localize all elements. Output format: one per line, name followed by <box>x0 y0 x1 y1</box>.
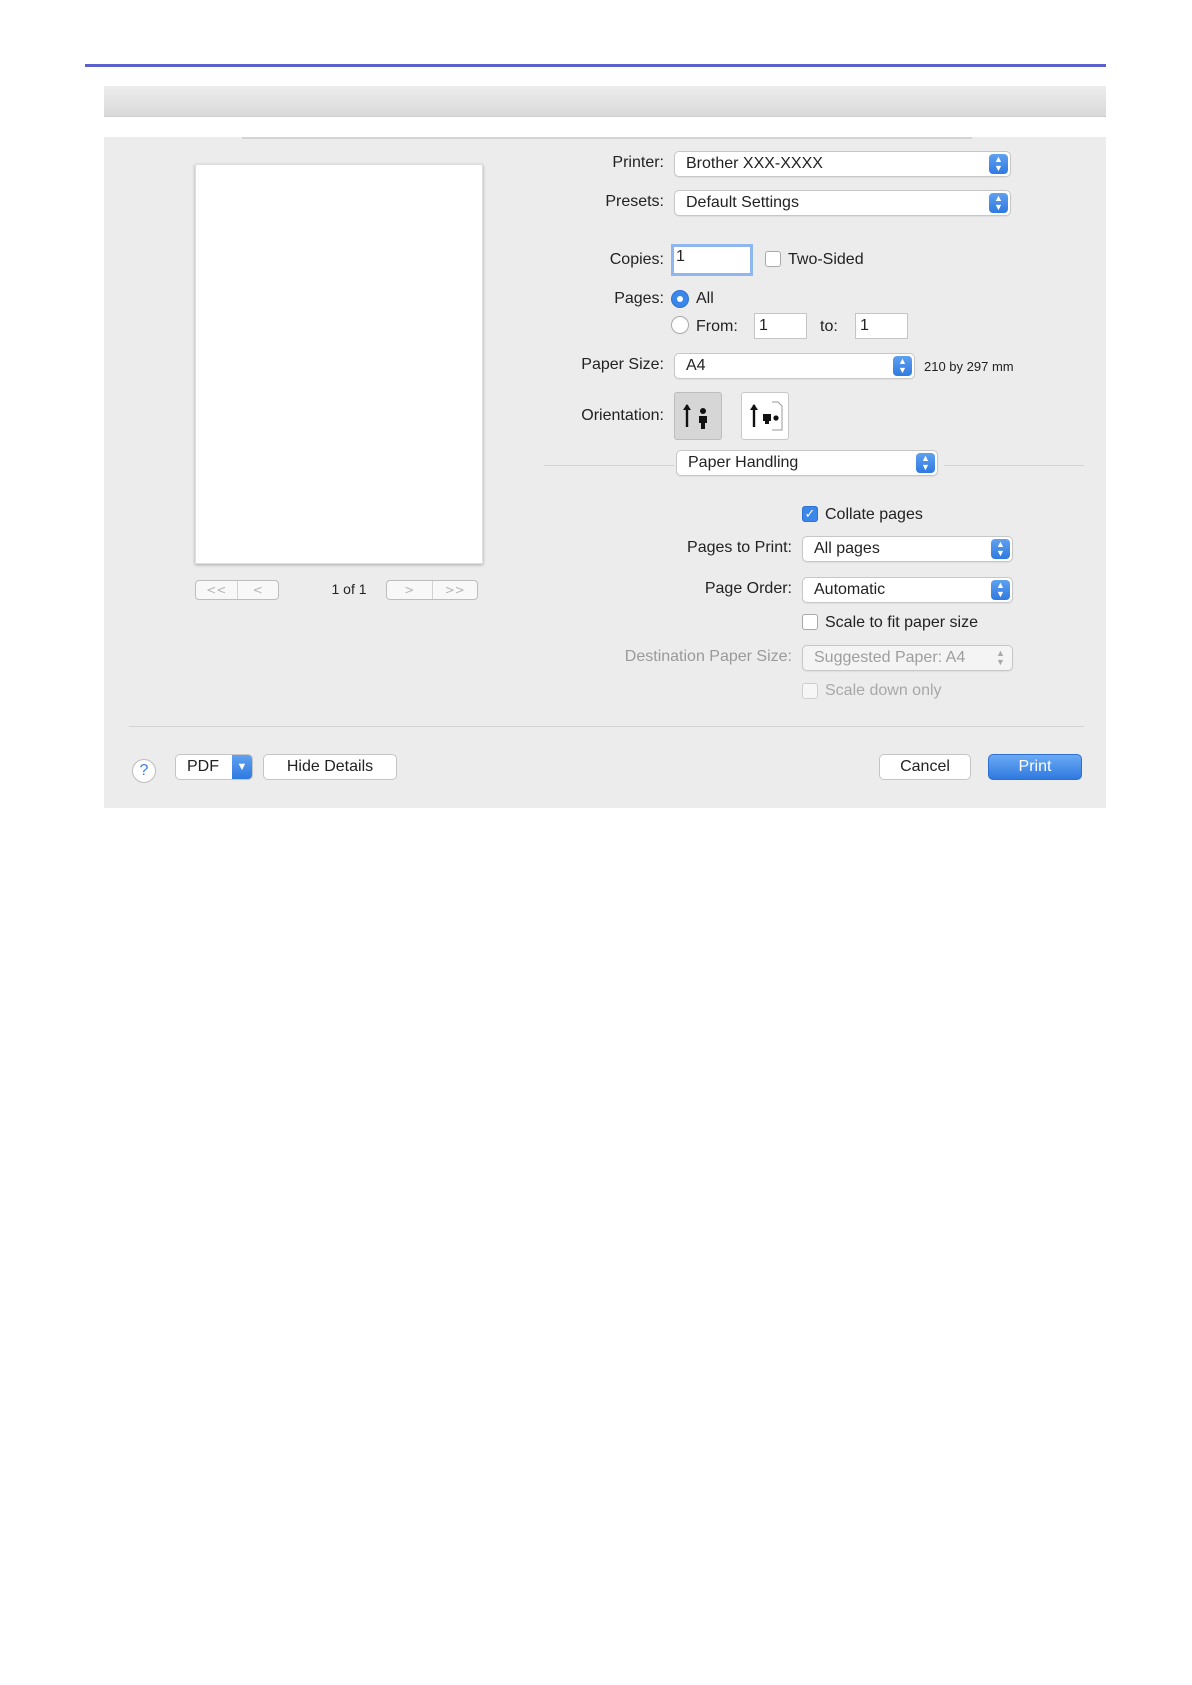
printer-popup[interactable] <box>674 151 1011 177</box>
section-popup[interactable] <box>676 450 938 476</box>
print-dialog <box>104 137 1106 808</box>
paper-size-dimensions: 210 by 297 mm <box>924 359 1014 374</box>
copies-field[interactable]: 1 <box>671 244 753 276</box>
popup-arrows-icon: ▲ ▼ <box>893 356 912 376</box>
window-titlebar <box>104 86 1106 117</box>
sheet-edge <box>242 137 972 139</box>
last-page-button[interactable]: >> <box>432 581 478 599</box>
page-order-value: Automatic <box>814 581 886 598</box>
popup-arrows-icon: ▲ ▼ <box>996 648 1005 667</box>
section-divider-left <box>544 465 674 466</box>
footer-divider <box>129 726 1084 727</box>
landscape-orientation-icon <box>742 393 788 439</box>
orientation-portrait-button[interactable] <box>674 392 722 440</box>
top-rule <box>85 64 1106 67</box>
pages-from-label: From: <box>696 318 738 335</box>
printer-value: Brother XXX-XXXX <box>686 155 823 172</box>
collate-pages-label: Collate pages <box>825 506 923 523</box>
hide-details-button[interactable]: Hide Details <box>263 754 397 780</box>
paper-size-label: Paper Size: <box>581 356 664 373</box>
pages-to-print-popup[interactable] <box>802 536 1013 562</box>
presets-value: Default Settings <box>686 194 799 211</box>
destination-paper-size-value: Suggested Paper: A4 <box>814 649 966 666</box>
previous-page-button[interactable]: < <box>237 581 279 599</box>
pages-from-field[interactable]: 1 <box>754 313 807 339</box>
copies-label: Copies: <box>609 251 664 268</box>
pages-all-radio[interactable] <box>671 290 689 308</box>
scale-to-fit-checkbox[interactable] <box>802 614 818 630</box>
pdf-menu-button[interactable] <box>175 754 253 780</box>
preview-forward-nav <box>386 580 478 600</box>
destination-paper-size-label: Destination Paper Size: <box>624 648 792 665</box>
presets-label: Presets: <box>605 193 664 210</box>
pages-label: Pages: <box>614 290 664 307</box>
portrait-orientation-icon <box>675 393 721 439</box>
scale-to-fit-label: Scale to fit paper size <box>825 614 978 631</box>
pages-to-field[interactable]: 1 <box>855 313 908 339</box>
pages-from-radio[interactable] <box>671 316 689 334</box>
pdf-label: PDF <box>187 758 219 775</box>
print-button[interactable]: Print <box>988 754 1082 780</box>
section-value: Paper Handling <box>688 454 799 471</box>
cancel-button[interactable]: Cancel <box>879 754 971 780</box>
help-button[interactable]: ? <box>132 759 156 783</box>
preview-back-nav <box>195 580 279 600</box>
print-preview-page <box>195 164 483 564</box>
two-sided-checkbox[interactable] <box>765 251 781 267</box>
pages-all-label: All <box>696 290 714 307</box>
next-page-button[interactable]: > <box>404 583 415 597</box>
preview-page-count: 1 of 1 <box>331 581 367 597</box>
orientation-landscape-button[interactable] <box>741 392 789 440</box>
scale-down-only-label: Scale down only <box>825 682 942 699</box>
popup-arrows-icon: ▲ ▼ <box>989 154 1008 174</box>
destination-paper-size-popup[interactable] <box>802 645 1013 671</box>
section-divider-right <box>944 465 1084 466</box>
pages-to-print-value: All pages <box>814 540 880 557</box>
first-page-button[interactable]: << <box>206 583 227 597</box>
collate-pages-checkbox[interactable]: ✓ <box>802 506 818 522</box>
scale-down-only-checkbox[interactable] <box>802 683 818 699</box>
popup-arrows-icon: ▲ ▼ <box>989 193 1008 213</box>
popup-arrows-icon: ▲ ▼ <box>991 580 1010 600</box>
two-sided-label: Two-Sided <box>788 251 864 268</box>
printer-label: Printer: <box>612 154 664 171</box>
pages-to-label: to: <box>820 318 838 335</box>
popup-arrows-icon: ▲ ▼ <box>991 539 1010 559</box>
pages-to-print-label: Pages to Print: <box>687 539 792 556</box>
paper-size-value: A4 <box>686 357 706 374</box>
presets-popup[interactable] <box>674 190 1011 216</box>
orientation-label: Orientation: <box>581 407 664 424</box>
paper-size-popup[interactable] <box>674 353 915 379</box>
page-order-label: Page Order: <box>704 580 792 597</box>
chevron-down-icon: ▼ <box>232 755 252 779</box>
page-order-popup[interactable] <box>802 577 1013 603</box>
popup-arrows-icon: ▲ ▼ <box>916 453 935 473</box>
